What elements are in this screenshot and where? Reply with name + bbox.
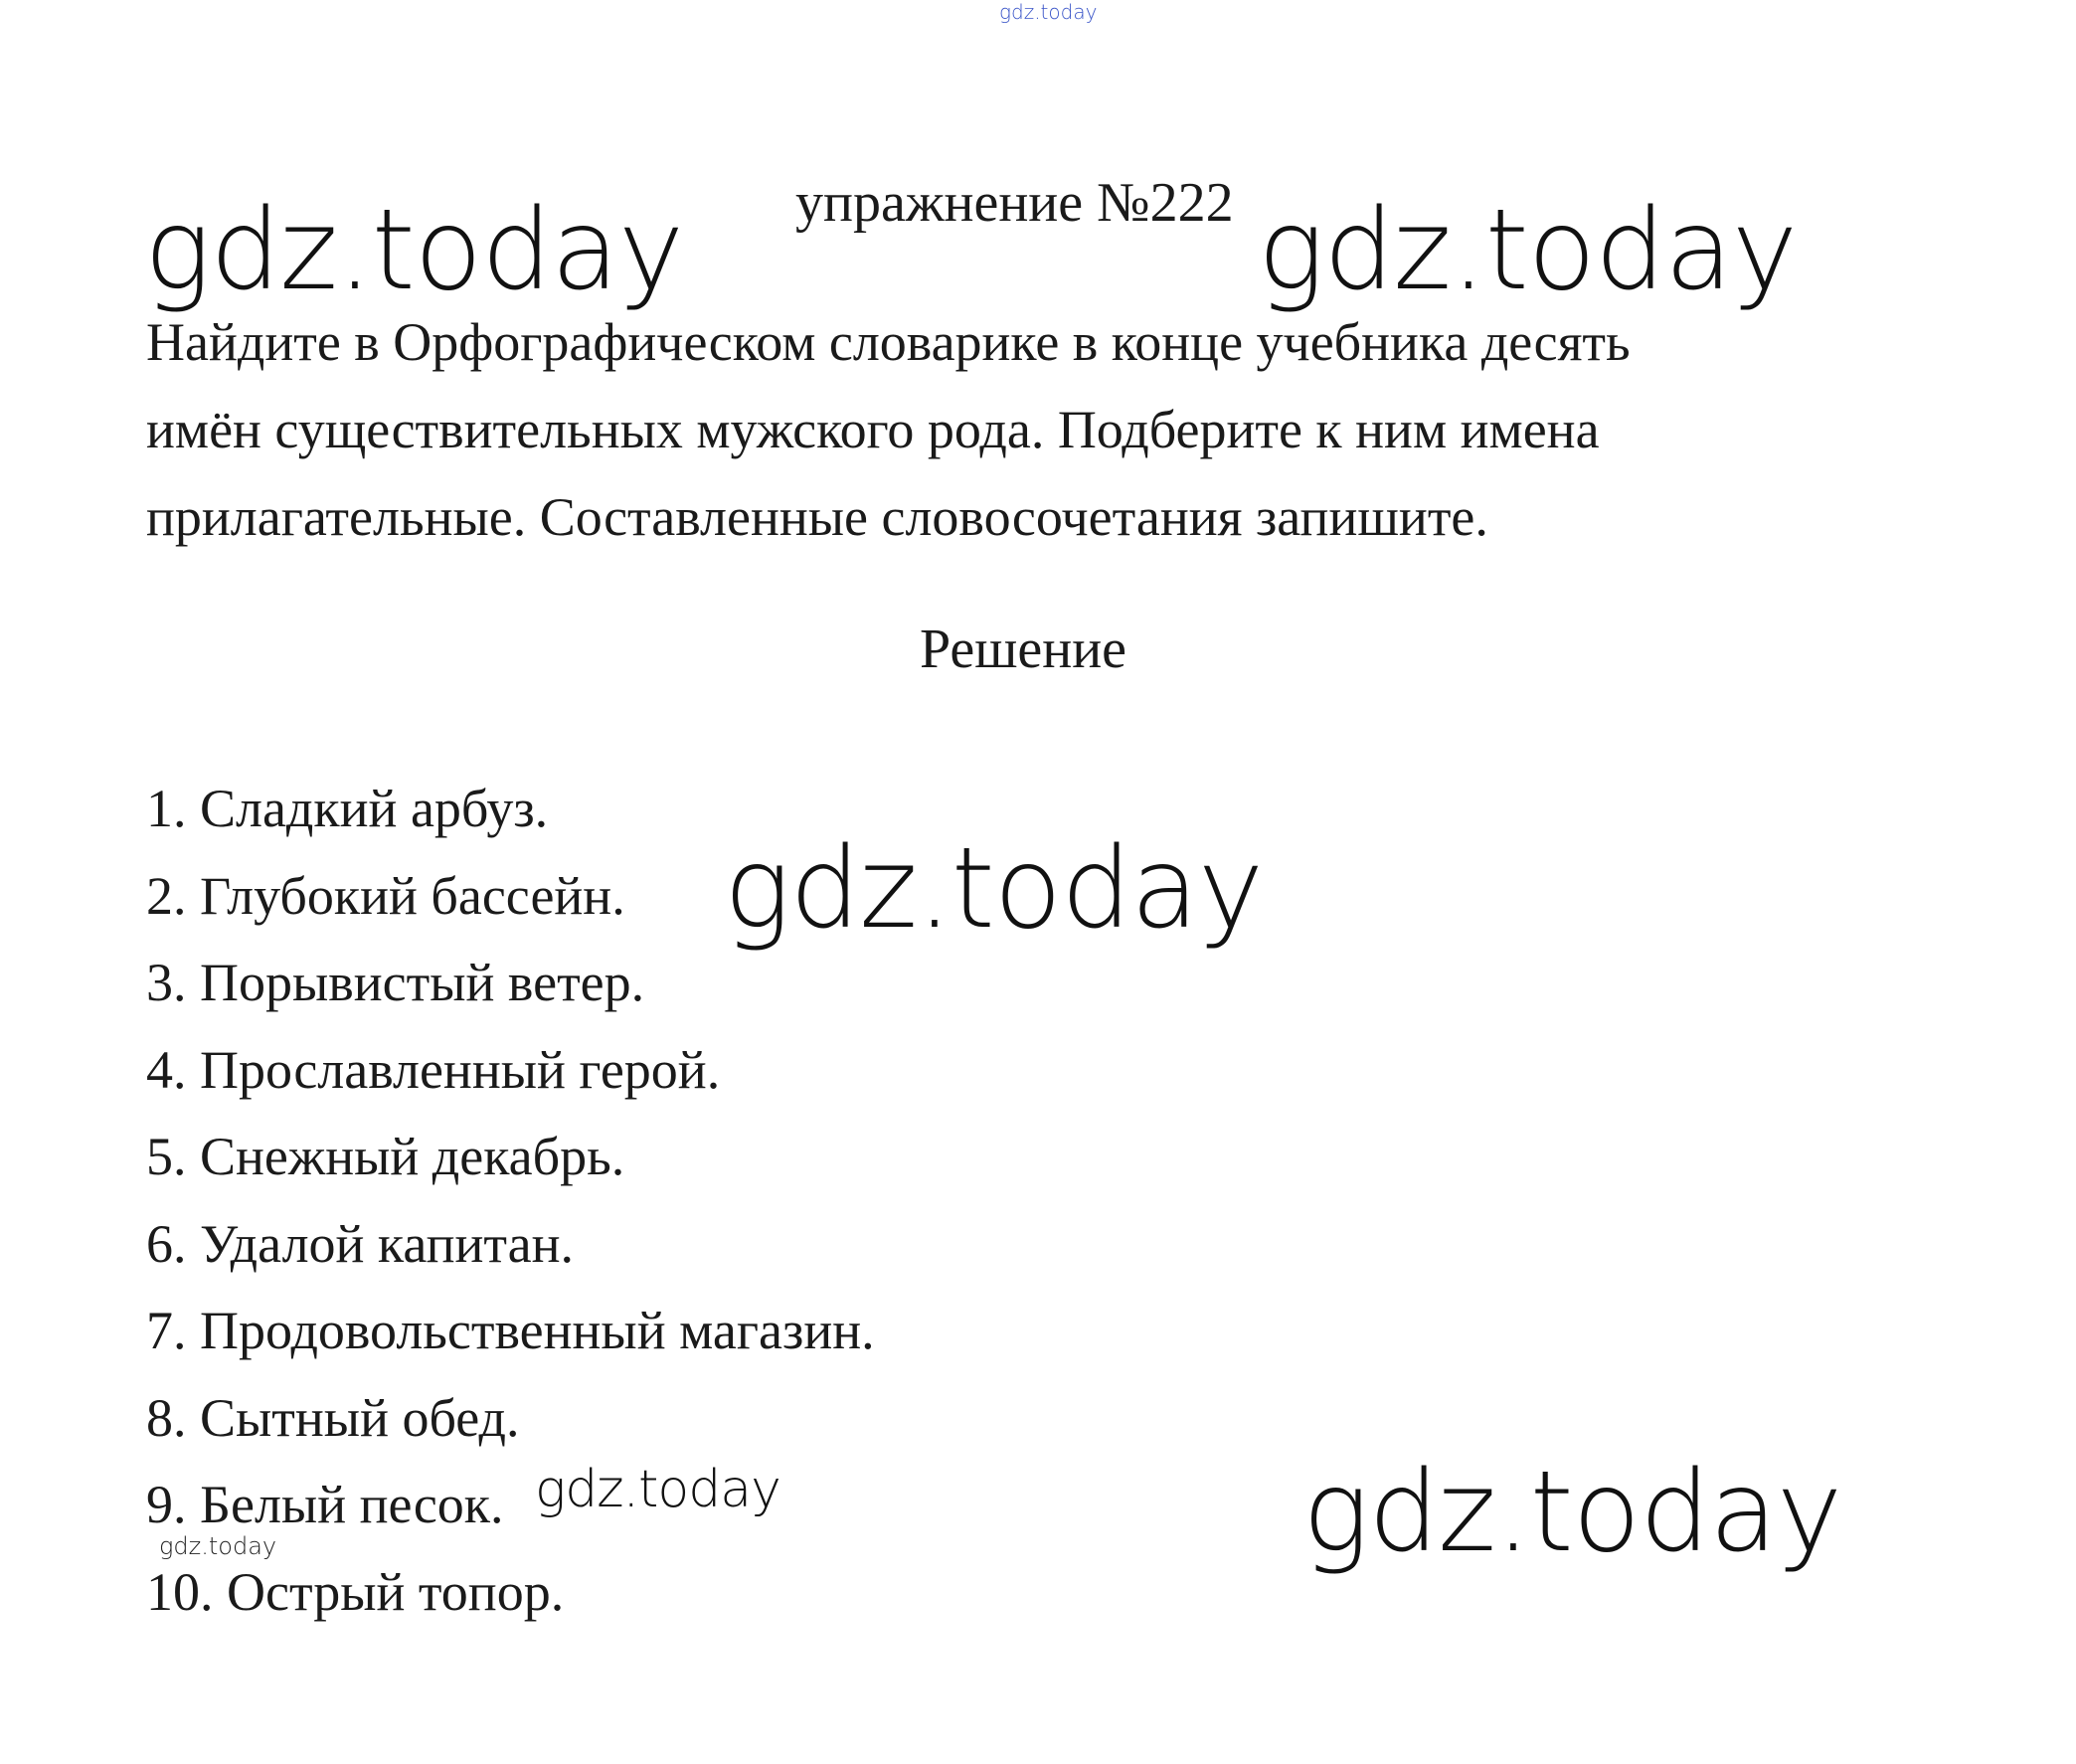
task-line: прилагательные. Составленные словосочетания запишите.: [146, 487, 1488, 547]
answer-item: 5. Снежный декабрь.: [146, 1127, 625, 1186]
watermark-large-center: gdz.today: [724, 824, 1264, 954]
watermark-large-bottom-right: gdz.today: [1302, 1448, 1842, 1577]
watermark-medium-inline: gdz.today: [535, 1460, 780, 1519]
answer-item: 7. Продовольственный магазин.: [146, 1301, 875, 1360]
answer-item: 4. Прославленный герой.: [146, 1039, 721, 1100]
task-text: [146, 298, 1836, 561]
answer-item: 8. Сытный обед.: [146, 1387, 520, 1448]
watermark-top: gdz.today: [999, 0, 1098, 24]
solution-heading: Решение: [920, 618, 1127, 680]
answer-item: 2. Глубокий бассейн.: [146, 865, 625, 926]
answer-item: 3. Порывистый ветер.: [146, 953, 645, 1012]
task-line: имён существительных мужского рода. Подберите к ним имена: [146, 400, 1600, 459]
answer-item: 9. Белый песок.: [146, 1475, 504, 1534]
exercise-title: упражнение №222: [795, 172, 1234, 234]
answer-item: 6. Удалой капитан.: [146, 1213, 575, 1274]
watermark-large-left: gdz.today: [144, 186, 684, 315]
answer-item: 10. Острый топор.: [146, 1561, 565, 1622]
answer-item: 1. Сладкий арбуз.: [146, 779, 549, 838]
watermark-small-inline: gdz.today: [159, 1532, 277, 1560]
watermark-large-right: gdz.today: [1258, 186, 1798, 315]
answer-list: [146, 766, 875, 1636]
task-line: Найдите в Орфографическом словарике в конце учебника десять: [146, 312, 1631, 372]
